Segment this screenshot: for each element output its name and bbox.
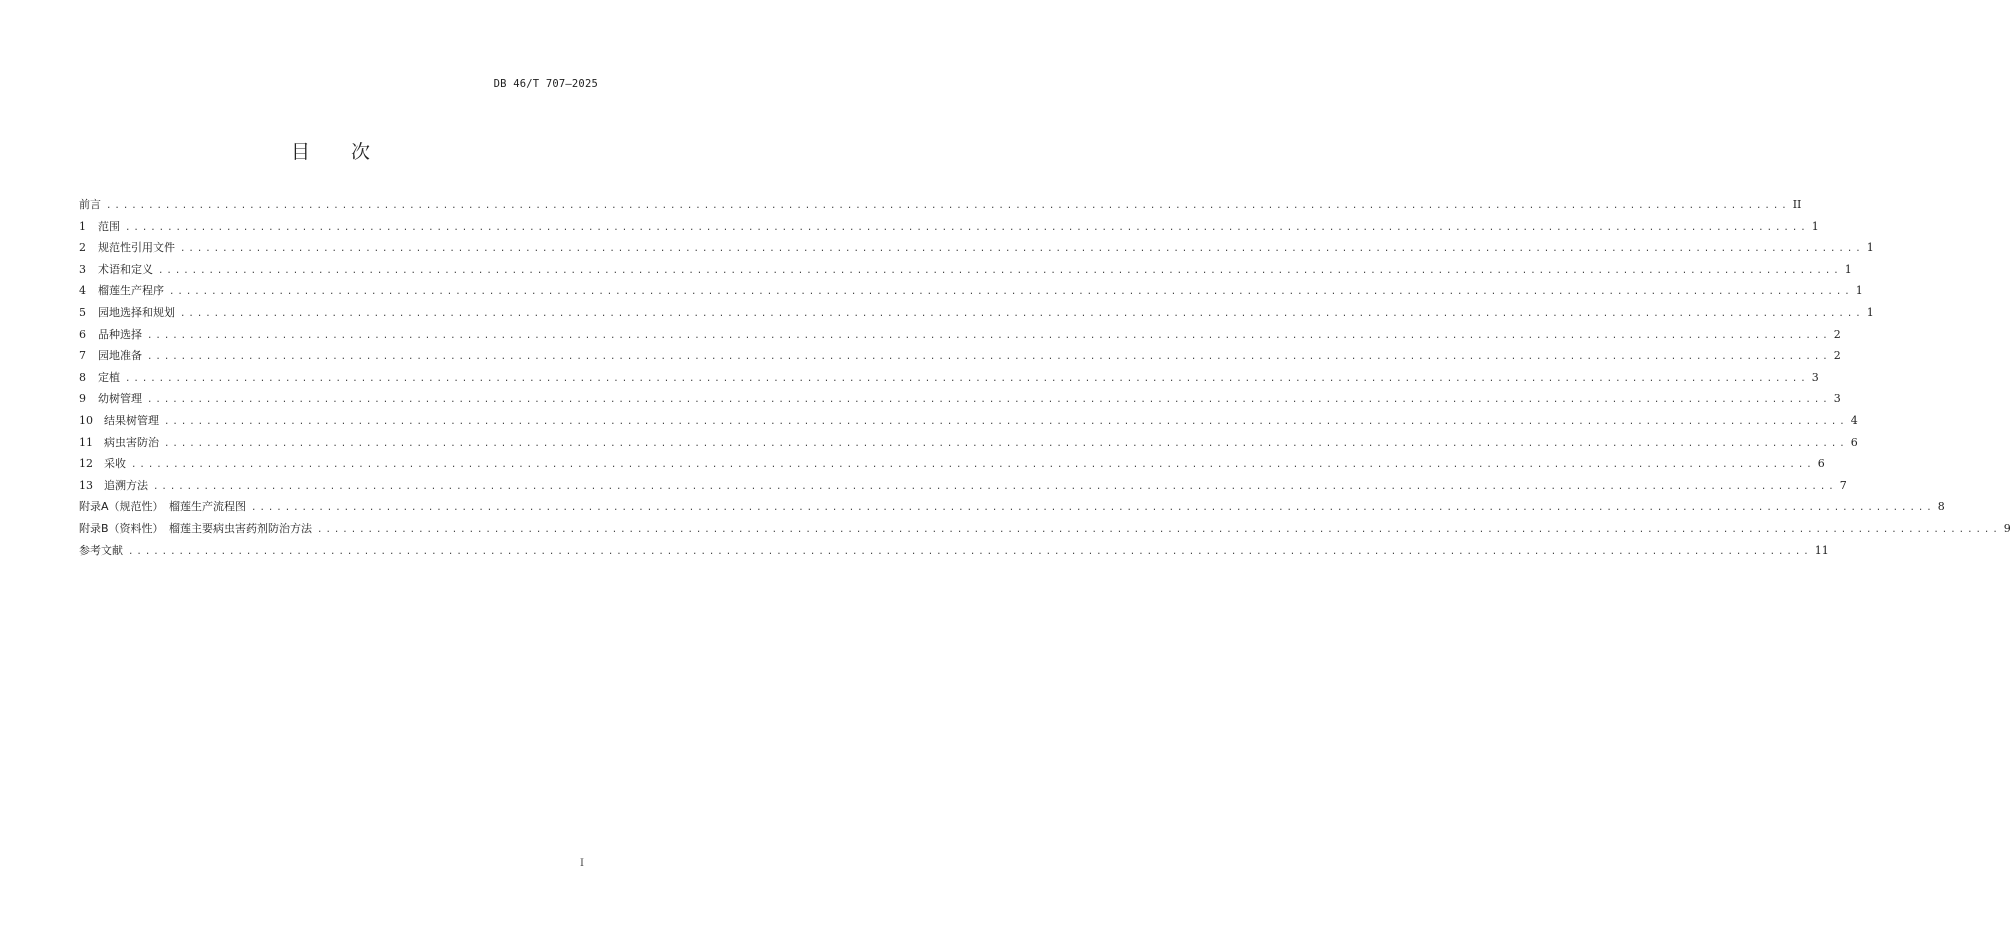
toc-entry-page: 3 [1811, 370, 1819, 384]
toc-entry-label: 园地选择和规划 [98, 305, 175, 319]
dot-leader: ........................................................................................................................................................................................................ [164, 416, 1848, 427]
toc-entry-page: 2 [1833, 327, 1841, 341]
toc-entry-number: 6 [79, 327, 86, 341]
table-of-contents [79, 194, 2011, 561]
dot-leader: ........................................................................................................................................................................................................ [158, 265, 1842, 276]
toc-entry-page: 3 [1833, 392, 1841, 406]
toc-entry-number: 1 [79, 219, 86, 233]
standard-code: DB 46/T 707—2025 [493, 78, 598, 90]
toc-entry-page: 1 [1866, 305, 1874, 319]
dot-leader: ........................................................................................................................................................................................................ [153, 481, 1837, 492]
toc-entry-1[interactable] [79, 216, 1819, 238]
toc-entry-page: 6 [1850, 435, 1858, 449]
toc-entry-page: 9 [2003, 521, 2011, 535]
dot-leader: ........................................................................................................................................................................................................ [147, 395, 1831, 406]
dot-leader: ........................................................................................................................................................................................................ [128, 546, 1812, 557]
dot-leader: ........................................................................................................................................................................................................ [180, 308, 1864, 319]
page-title: 目 次 [290, 141, 371, 163]
toc-entry-references[interactable] [79, 540, 1829, 562]
toc-entry-label: 术语和定义 [98, 262, 153, 276]
toc-entry-label: 幼树管理 [98, 392, 142, 406]
footer-page-number: I [580, 858, 584, 869]
toc-entry-page: 6 [1817, 457, 1825, 471]
dot-leader: ........................................................................................................................................................................................................ [251, 503, 1935, 514]
toc-entry-number: 10 [79, 413, 93, 427]
toc-entry-13[interactable] [79, 475, 1847, 497]
toc-entry-12[interactable] [79, 453, 1825, 475]
toc-entry-page: 8 [1937, 500, 1945, 514]
toc-entry-8[interactable] [79, 367, 1819, 389]
toc-entry-appendix-a[interactable] [79, 496, 1945, 518]
dot-leader: ........................................................................................................................................................................................................ [180, 244, 1864, 255]
toc-entry-page: 11 [1814, 543, 1829, 557]
dot-leader: ........................................................................................................................................................................................................ [317, 524, 2001, 535]
toc-entry-page: 1 [1866, 241, 1874, 255]
toc-entry-number: 13 [79, 478, 93, 492]
toc-entry-label: 范围 [98, 219, 120, 233]
toc-entry-label: 园地准备 [98, 349, 142, 363]
dot-leader: ........................................................................................................................................................................................................ [164, 438, 1848, 449]
toc-entry-label: 榴莲生产程序 [98, 284, 164, 298]
toc-entry-number: 7 [79, 349, 86, 363]
toc-entry-page: 1 [1855, 284, 1863, 298]
dot-leader: ........................................................................................................................................................................................................ [125, 373, 1809, 384]
toc-entry-label: 附录B（资料性） 榴莲主要病虫害药剂防治方法 [79, 521, 313, 535]
toc-entry-preface[interactable] [79, 194, 1802, 216]
toc-entry-5[interactable] [79, 302, 1874, 324]
toc-entry-7[interactable] [79, 345, 1841, 367]
toc-entry-label: 品种选择 [98, 327, 142, 341]
dot-leader: ........................................................................................................................................................................................................ [169, 287, 1853, 298]
toc-entry-page: 1 [1844, 262, 1852, 276]
toc-entry-number: 9 [79, 392, 86, 406]
toc-entry-label: 病虫害防治 [104, 435, 159, 449]
toc-entry-label: 前言 [79, 198, 101, 211]
toc-entry-label: 定植 [98, 370, 120, 384]
toc-entry-6[interactable] [79, 324, 1841, 346]
toc-entry-page: II [1792, 198, 1802, 211]
toc-entry-4[interactable] [79, 280, 1863, 302]
toc-entry-appendix-b[interactable] [79, 518, 2011, 540]
toc-entry-11[interactable] [79, 432, 1858, 454]
toc-entry-number: 5 [79, 305, 86, 319]
toc-entry-page: 7 [1839, 478, 1847, 492]
toc-entry-number: 8 [79, 370, 86, 384]
toc-entry-label: 结果树管理 [104, 413, 159, 427]
toc-entry-10[interactable] [79, 410, 1858, 432]
dot-leader: ........................................................................................................................................................................................................ [125, 222, 1809, 233]
toc-entry-label: 参考文献 [79, 543, 123, 557]
toc-entry-number: 2 [79, 241, 86, 255]
dot-leader: ........................................................................................................................................................................................................ [147, 352, 1831, 363]
toc-entry-number: 3 [79, 262, 86, 276]
dot-leader: ........................................................................................................................................................................................................ [147, 330, 1831, 341]
toc-entry-page: 4 [1850, 413, 1858, 427]
toc-entry-3[interactable] [79, 259, 1852, 281]
toc-entry-9[interactable] [79, 388, 1841, 410]
dot-leader: ........................................................................................................................................................................................................ [131, 460, 1815, 471]
toc-entry-label: 追溯方法 [104, 478, 148, 492]
toc-entry-number: 4 [79, 284, 86, 298]
toc-entry-page: 2 [1833, 349, 1841, 363]
toc-entry-2[interactable] [79, 237, 1874, 259]
toc-entry-label: 附录A（规范性） 榴莲生产流程图 [79, 500, 247, 514]
toc-entry-label: 采收 [104, 457, 126, 471]
dot-leader: ........................................................................................................................................................................................................ [106, 201, 1790, 211]
toc-entry-number: 12 [79, 457, 93, 471]
toc-entry-page: 1 [1811, 219, 1819, 233]
toc-entry-number: 11 [79, 435, 93, 449]
toc-entry-label: 规范性引用文件 [98, 241, 175, 255]
